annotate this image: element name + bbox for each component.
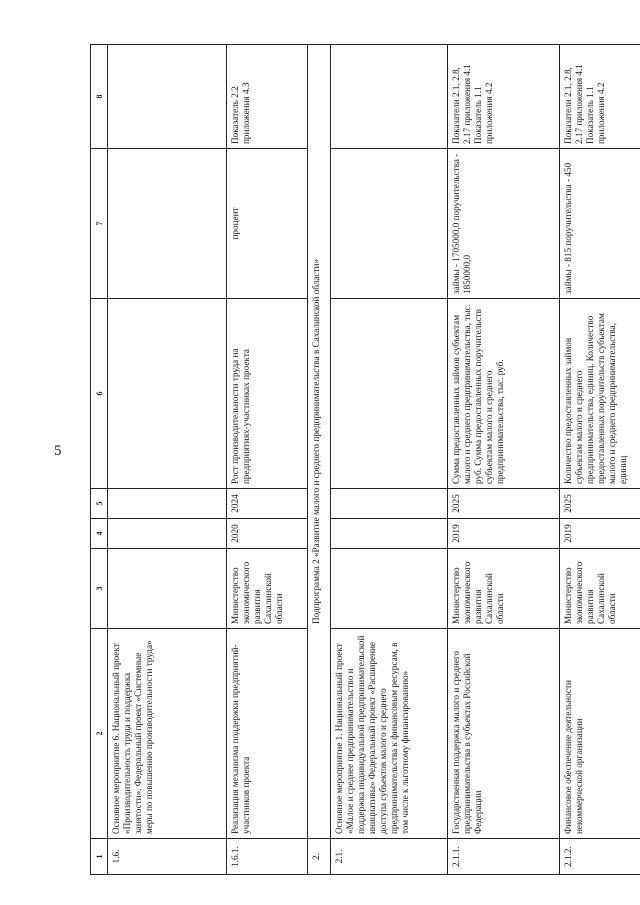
executor-cell: Министерство экономического развития Сахалинской области xyxy=(560,549,640,629)
table-row xyxy=(227,45,308,875)
column-number: 6 xyxy=(91,299,108,489)
indicator-cell: Количество предоставленных займов субъектам малого и среднего предпринимательства, единиц. Количество предоставленных поручительств субъектам малого и среднего предпринимательства, единиц xyxy=(560,299,640,489)
measure-name: Реализация механизма поддержки предприятий-участников проекта xyxy=(227,629,308,839)
end-year: 2025 xyxy=(560,489,640,519)
executor-cell xyxy=(108,549,227,629)
row-number: 1.6.1. xyxy=(227,839,308,875)
column-number: 4 xyxy=(91,519,108,549)
indicator-cell xyxy=(108,299,227,489)
column-number: 7 xyxy=(91,149,108,299)
table-row xyxy=(331,45,448,875)
row-number: 2.1.1. xyxy=(448,839,560,875)
table-row xyxy=(108,45,227,875)
link-cell xyxy=(331,45,448,149)
column-number: 2 xyxy=(91,629,108,839)
value-cell: займы - 815 поручительства - 450 xyxy=(560,149,640,299)
table-row xyxy=(448,45,560,875)
table-row xyxy=(560,45,640,875)
start-year: 2019 xyxy=(448,519,560,549)
row-number: 2.1. xyxy=(331,839,448,875)
column-number: 3 xyxy=(91,549,108,629)
column-number: 8 xyxy=(91,45,108,149)
value-cell xyxy=(331,149,448,299)
link-cell: Показатели 2.1, 2.8, 2.17 приложения 4.1 Показатель 1.1 приложения 4.2 xyxy=(448,45,560,149)
link-cell xyxy=(108,45,227,149)
end-year: 2024 xyxy=(227,489,308,519)
measures-table xyxy=(90,44,640,875)
indicator-cell xyxy=(331,299,448,489)
column-number: 1 xyxy=(91,839,108,875)
measure-name: Государственная поддержка малого и среднего предпринимательства в субъектах Российской Федерации xyxy=(448,629,560,839)
row-number: 2.1.2. xyxy=(560,839,640,875)
executor-cell xyxy=(331,549,448,629)
start-year: 2020 xyxy=(227,519,308,549)
column-number-row xyxy=(91,45,108,875)
subprogram-row xyxy=(308,45,331,875)
start-year xyxy=(108,519,227,549)
measure-name: Основное мероприятие 6. Национальный проект «Производительность труда и поддержка занятости». Федеральный проект «Системные меры по повышению производительности труда» xyxy=(108,629,227,839)
row-number: 1.6. xyxy=(108,839,227,875)
executor-cell: Министерство экономического развития Сахалинской области xyxy=(448,549,560,629)
row-number: 2. xyxy=(308,839,331,875)
column-number: 5 xyxy=(91,489,108,519)
value-cell: процент xyxy=(227,149,308,299)
link-cell: Показатель 2.2 приложения 4.3 xyxy=(227,45,308,149)
subprogram-title: Подпрограмма 2 «Развитие малого и среднего предпринимательства в Сахалинской области» xyxy=(308,45,331,839)
link-cell: Показатели 2.1, 2.8, 2.17 приложения 4.1 Показатель 1.1 приложения 4.2 xyxy=(560,45,640,149)
measure-name: Финансовое обеспечение деятельности некоммерческой организации xyxy=(560,629,640,839)
end-year xyxy=(331,489,448,519)
start-year xyxy=(331,519,448,549)
executor-cell: Министерство экономического развития Сахалинской области xyxy=(227,549,308,629)
measure-name: Основное мероприятие 1. Национальный проект «Малое и среднее предпринимательство и поддержка индивидуальной предпринимательской инициативы» Федеральный проект «Расширение доступа субъектов малого и среднего предпринимательства к финансовым ресурсам, в том числе к льготному финансированию» xyxy=(331,629,448,839)
table-container xyxy=(90,45,635,875)
page-number: 5 xyxy=(54,443,62,459)
indicator-cell: Сумма предоставленных займов субъектам малого и среднего предпринимательства, тыс. руб. Сумма предоставленных поручительств субъектам малого и среднего предпринимательства, тыс. руб. xyxy=(448,299,560,489)
start-year: 2019 xyxy=(560,519,640,549)
indicator-cell: Рост производительности труда на предприятиях-участниках проекта xyxy=(227,299,308,489)
value-cell: займы - 1705000,0 поручительства - 1850000,0 xyxy=(448,149,560,299)
end-year: 2025 xyxy=(448,489,560,519)
value-cell xyxy=(108,149,227,299)
end-year xyxy=(108,489,227,519)
